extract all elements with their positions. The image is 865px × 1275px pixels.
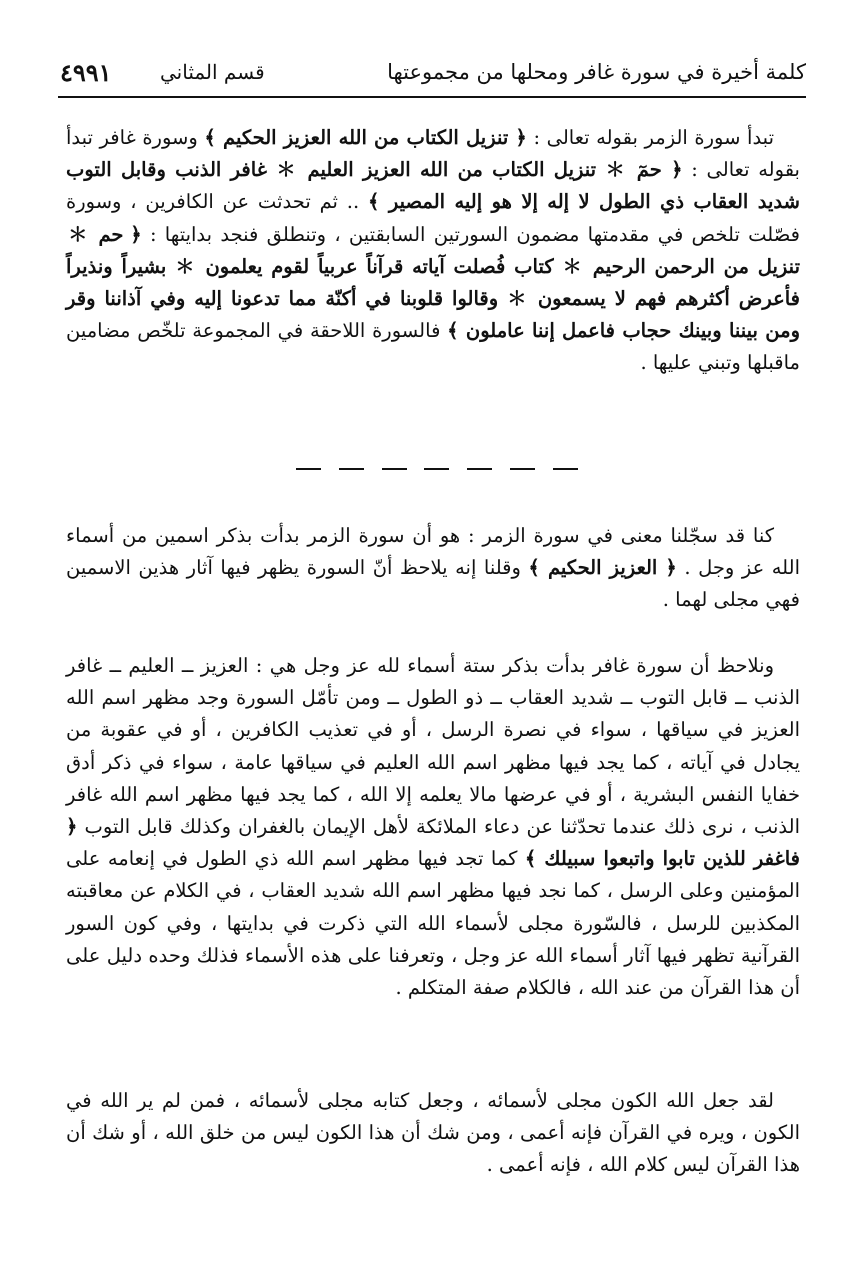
quran-verse: ﴿ العزيز الحكيم ﴾ (528, 556, 677, 580)
separator-dash (553, 468, 578, 470)
text-run: ونلاحظ أن سورة غافر بدأت بذكر ستة أسماء لله عز وجل هي : العزيز ــ العليم ــ غافر الذنب ــ قابل التوب ــ شديد العقاب ــ ذو الطول ــ ومن تأمّل السورة وجد مظهر اسم الله العزيز في سياقها ، سواء في نصرة الرسل ، أو في تعذيب الكافرين ، أو في عقوبة من يجادل في آياته ، كما يجد فيها مظهر اسم الله العليم في سياقها عامة ، سواء في ذكر أدق خفايا النفس البشرية ، أو في عرضها مالا يعلمه إلا الله ، كما يجد فيها مظهر اسم الله غافر الذنب ، نرى ذلك عندما تحدّثنا عن دعاء الملائكة لأهل الإيمان بالغفران وكذلك قابل التوب (66, 654, 800, 839)
text-run: وقلنا إنه يلاحظ أنّ السورة يظهر فيها آثار هذين الاسمين فهي مجلى لهما . (66, 556, 800, 612)
paragraph-4 (66, 1085, 800, 1182)
text-run: تبدأ سورة الزمر بقوله تعالى : (526, 126, 774, 149)
section-separator (296, 462, 578, 476)
paragraph-text (66, 650, 800, 1004)
running-header (58, 58, 806, 92)
separator-dash (467, 468, 492, 470)
separator-dash (339, 468, 364, 470)
paragraph-1 (66, 122, 800, 380)
paragraph-2 (66, 520, 800, 617)
quran-verse: ﴿ فاغفر للذين تابوا واتبعوا سبيلك ﴾ (66, 815, 800, 871)
quran-verse: ﴿ حم ＊ تنزيل من الرحمن الرحيم ＊ كتاب فُصلت آياته قرآناً عربياً لقوم يعلمون ＊ بشيراً ونذيراً فأعرض أكثرهم فهم لا يسمعون ＊ وقالوا قلوبنا في أكنّة مما تدعونا إليه وفي آذاننا وقر ومن بيننا وبينك حجاب فاعمل إننا عاملون ﴾ (66, 222, 800, 343)
header-rule (58, 96, 806, 98)
paragraph-text (66, 122, 800, 380)
text-run: كنا قد سجّلنا معنى في سورة الزمر : هو أن سورة الزمر بدأت بذكر اسمين من أسماء الله عز وجل . (66, 524, 800, 580)
text-run: لقد جعل الله الكون مجلى لأسمائه ، وجعل كتابه مجلى لأسمائه ، فمن لم ير الله في الكون ، ويره في القرآن فإنه أعمى ، ومن شك أن هذا الكون ليس من خلق الله ، أو شك أن هذا القرآن ليس كلام الله ، فإنه أعمى . (66, 1089, 800, 1177)
paragraph-text (66, 1085, 800, 1182)
text-run: فالسورة اللاحقة في المجموعة تلخّص مضامين ماقبلها وتبني عليها . (66, 319, 800, 375)
text-run: وسورة غافر تبدأ بقوله تعالى : (66, 126, 800, 182)
separator-dash (296, 468, 321, 470)
quran-verse: ﴿ تنزيل الكتاب من الله العزيز الحكيم ﴾ (204, 126, 527, 149)
header-title: كلمة أخيرة في سورة غافر ومحلها من مجموعتها (387, 60, 806, 84)
page-number: ٤٩٩١ (60, 58, 112, 87)
text-run: .. ثم تحدثت عن الكافرين ، وسورة فصّلت تلخص في مقدمتها مضمون السورتين السابقتين ، وتنطلق فنجد بدايتها : (66, 190, 800, 246)
separator-dash (424, 468, 449, 470)
quran-verse: ﴿ حمٓ ＊ تنزيل الكتاب من الله العزيز العليم ＊ غافر الذنب وقابل التوب شديد العقاب ذي الطول لا إله إلا هو إليه المصير ﴾ (66, 158, 800, 214)
separator-dash (510, 468, 535, 470)
separator-dash (382, 468, 407, 470)
paragraph-text (66, 520, 800, 617)
text-run: كما تجد فيها مظهر اسم الله ذي الطول في إنعامه على المؤمنين وعلى الرسل ، كما نجد فيها مظهر اسم الله شديد العقاب ، في الكلام عن معاقبته المكذبين للرسل ، فالسّورة مجلى لأسماء الله التي ذكرت في بدايتها ، وفي كون السور القرآنية تظهر فيها آثار أسماء الله عز وجل ، وتعرفنا على هذه الأسماء فذلك وحده دليل على أن هذا القرآن من عند الله ، فالكلام صفة المتكلم . (66, 847, 800, 1000)
header-section: قسم المثاني (160, 60, 265, 84)
paragraph-3 (66, 650, 800, 1004)
